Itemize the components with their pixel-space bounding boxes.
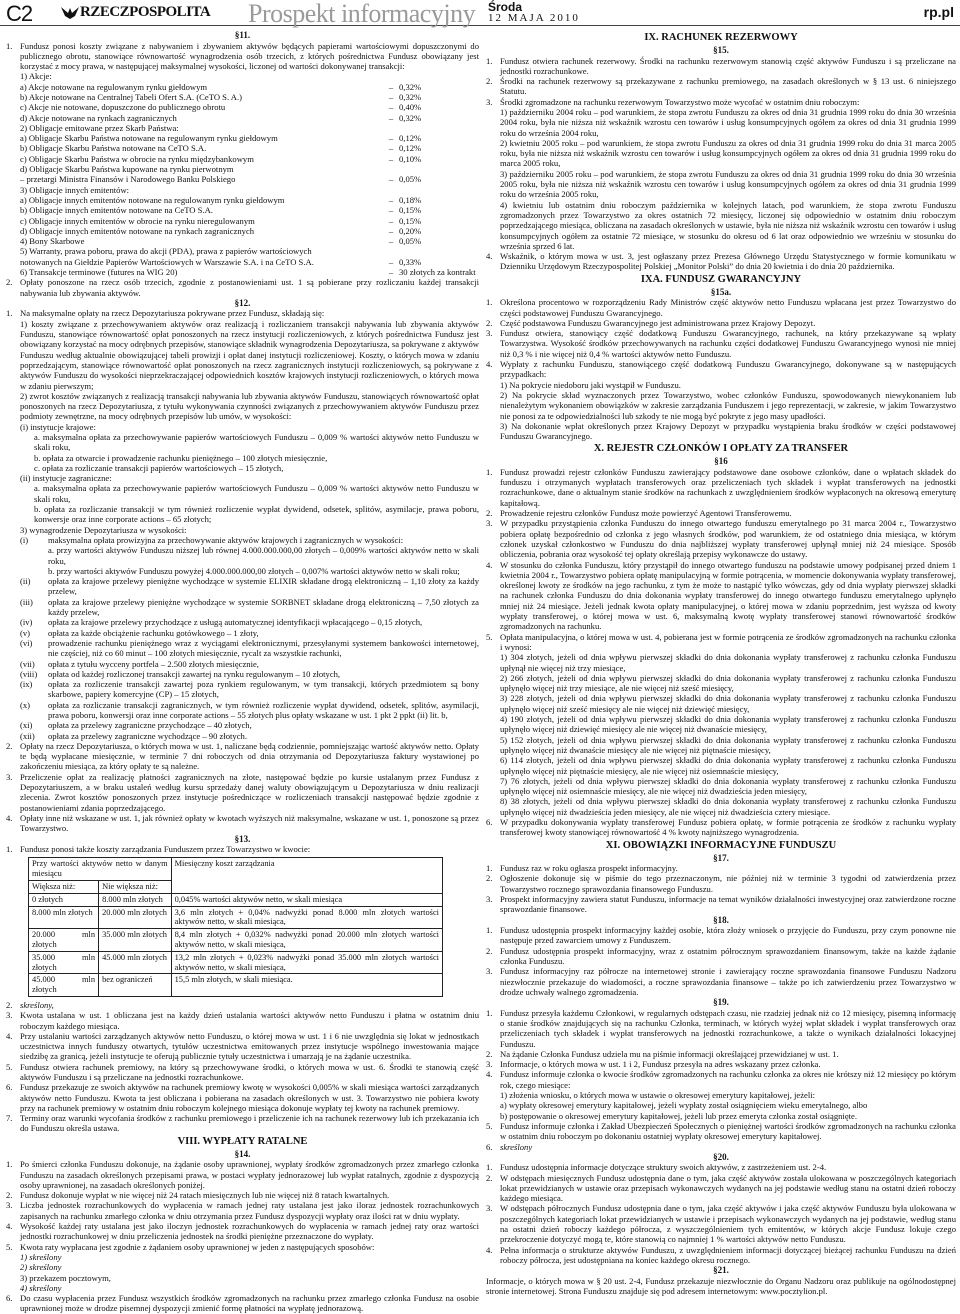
paragraph: 2. Ogłoszenie dokonuje się w piśmie do tego przeznaczonym, nie później niż w terminie 3 tygodni od zatwierdzenia przez Towarzystwo rocznego sprawozdania finansowego Funduszu. [486, 873, 956, 894]
paragraph: 2. Fundusz dokonuje wypłat w nie więcej niż 24 ratach miesięcznych lub nie więcej niż 8 ratach kwartalnych. [6, 1190, 390, 1201]
fee-row: b) Obligacje Skarbu Państwa notowane na CeTO S.A. – 0,12% [20, 143, 422, 154]
page-header [0, 0, 960, 26]
list-item: (v) opłata za każde obciążenie rachunku gotówkowego – 1 złoty, [20, 627, 259, 638]
list-item: (iv) opłata za krajowe przelewy przychodzące z usługą automatycznej identyfikacji wpłacającego – 0,15 złotych, [20, 617, 423, 628]
paragraph: 2. Na żądanie Członka Fundusz udziela mu na piśmie informacji określającej przewidzianej w ust. 1. [486, 1048, 839, 1059]
chapter-x-heading: X. REJESTR CZŁONKÓW I OPŁATY ZA TRANSFER [593, 443, 849, 455]
par-12: §12. [234, 297, 251, 308]
paragraph: Informacje, o których mowa w § 20 ust. 2-4, Fundusz przekazuje niezwłocznie do Organu Nadzoru oraz publikuje na ogólnodostępnej stronie internetowej. Strona Funduszu znajduje się pod adresem internetowym: www.pocztylion.pl. [486, 1275, 956, 1297]
paragraph: 4. Opłaty inne niż wskazane w ust. 1, jak również opłaty w kwotach wyższych niż maksymalne, wskazane w ust. 1, ponoszone są przez Towarzystwo. [6, 812, 479, 834]
fee-row: a) Akcje notowane na regulowanym rynku giełdowym – 0,32% [20, 81, 422, 92]
list-item: (viii) opłata od każdej rozliczonej transakcji zawartej na rynku regulowanym – 10 złotych, [20, 668, 341, 679]
fee-row: c) Obligacje Skarbu Państwa w obrocie na rynku międzybankowym – 0,10% [20, 153, 422, 164]
paragraph: 1. Fundusz ponosi także koszty zarządzania Funduszem przez Towarzystwo w kwocie: [6, 844, 311, 855]
chapter-xi-heading: XI. OBOWIĄZKI INFORMACYJNE FUNDUSZU [605, 839, 837, 851]
list-item: a. maksymalna opłata za przechowywanie papierów wartościowych Funduszu – 0,009 % wartości aktywów netto Funduszu w skali roku, [34, 431, 479, 453]
list-item: 3) wynagrodzenie Depozytariusza w wysokości: [20, 524, 187, 535]
paragraph: 5. Fundusz otwiera rachunek premiowy, na który są przechowywane środki, o których mowa w ust. 6. Środki te stanowią część aktywów Funduszu i są przeliczane na jednostki rozrachunkowe. [6, 1061, 479, 1082]
par-14: §14. [234, 1148, 251, 1159]
paragraph: 3. W odstępach półrocznych Fundusz udostępnia dane o tym, jaka część aktywów i jaka część aktywów Funduszu była ulokowana w poszczególnych kategoriach lokat przewidzianych w ustawie i przepisach wykonawczych wydanych na jej podstawie, według stanu na ostatni dzień roboczy każdego półrocza, z wyszczególnieniem tych emitentów, w których akcje Fundusz lokuje czego przekroczenie dotyczyć mogą te, które stanowią co najmniej 1 % wartości aktywów netto Funduszu. [486, 1203, 956, 1245]
page-number: C2 [6, 1, 33, 26]
fee-row: b) Obligacje innych emitentów notowane na CeTO S.A. – 0,15% [20, 205, 422, 216]
par-19: §19. [713, 997, 729, 1008]
list-item: 5) Warranty, prawa poboru, prawa do akcji (PDA), prawa z papierów wartościowych [20, 246, 312, 257]
paragraph: 1. Określona procentowo w rozporządzeniu Rady Ministrów część aktywów netto Funduszu wpłacana jest przez Towarzystwo do części podstawowej Funduszu Gwarancyjnego. [486, 297, 956, 318]
list-item: 5) 152 złotych, jeżeli od dnia wpływu pierwszej składki do dnia dokonania wypłaty transferowej z rachunku członka Funduszu upłynęło więcej niż dwanaście miesięcy ale nie więcej niż piętnaście miesięcy, [500, 734, 956, 755]
paragraph: 6. Do czasu wypłacenia przez Fundusz wszystkich środków zgromadzonych na rachunku przez zmarłego członka Fundusz na osobie uprawnionej może w drodze pisemnej dyspozycji zmienić formę płatności na wypłatę jednorazową. [6, 1293, 479, 1314]
par-16: §16 [714, 456, 728, 467]
list-item: 7) 76 złotych, jeżeli od dnia wpływu pierwszej składki do dnia dokonania wypłaty transferowej z rachunku członka Funduszu upłynęło więcej niż osiemnaście miesięcy, ale nie więcej niż dwadzieścia jeden miesięcy, [500, 775, 956, 797]
list-item: (ii) instytucje zagraniczne: [20, 473, 112, 484]
list-item: 8) 38 złotych, jeżeli od dnia wpływu pierwszej składki do dnia dokonania wypłaty transferowej z rachunku członka Funduszu upłynęło więcej niż dwadzieścia jeden miesięcy, ale nie więcej niż dwadzieścia cztery miesiące. [500, 796, 956, 817]
list-item: (vii) opłata z tytułu wycceny portfela – 2.500 złotych miesięcznie, [20, 658, 259, 669]
right-column [486, 30, 956, 1296]
list-item: (xi) opłata za przelewy zagraniczne przychodzące – 40 złotych, [20, 720, 252, 731]
paragraph: 3. Fundusz informacyjny raz półrocze na internetowej stronie i zawierający roczne sprawozdania finansowe Funduszu Nadzoru niezwłocznie przekazuje do wiadomości, a roczne sprawozdania finansowe – także po ich zatwierdzeniu przez Towarzystwo w drodze uchwały walnego zgromadzenia. [486, 966, 956, 997]
paragraph: 4. Fundusz informuje członka o kwocie środków zgromadzonych na rachunku członka za okres nie krótszy niż 12 miesięcy po którym rok, czego miesiące: [486, 1069, 956, 1090]
par-11: §11. [234, 30, 251, 40]
par-18: §18. [713, 914, 729, 925]
paragraph: 3. Środki zgromadzone na rachunku rezerwowym Towarzystwo może wycofać w ostatnim dniu roboczym: [486, 96, 860, 107]
list-item: 3) 228 złotych, jeżeli od dnia wpływu pierwszej składki do dnia dokonania wypłaty transferowej z rachunku członka Funduszu upłynęło więcej niż sześć miesięcy ale nie więcej niż dziewięć miesięcy, [500, 693, 956, 714]
table-header: Nie większa niż: [99, 880, 172, 893]
par-13: §13. [234, 833, 251, 844]
fee-row: a) Obligacje innych emitentów notowane na regulowanym rynku giełdowym – 0,18% [20, 194, 422, 205]
list-item: 2) Obligacje emitowane przez Skarb Państwa: [20, 122, 179, 133]
list-item: 2) 266 złotych, jeżeli od dnia wpływu pierwszej składki do dnia dokonania wypłaty transferowej z rachunku członka Funduszu upłynęło więcej niż trzy miesiące, ale nie więcej niż sześć miesięcy, [500, 672, 956, 694]
fee-row: d) Akcje notowane na rynkach zagranicznych – 0,32% [20, 112, 422, 123]
list-item: 2) Na pokrycie skład wyznaczonych przez Towarzystwo, wobec członków Funduszu, spowodowanych niewykonaniem lub nienależytym wykonaniem obowiązków w zakresie zarządzania Funduszem i jego reprezentacji, w zakresie, w jakim Towarzystwo nie ponosi za te odpowiedzialności lub szkody te nie mogą być pokryte z jego masy upadłości. [500, 389, 956, 421]
list-item: (vi) prowadzenie rachunku pieniężnego wraz z wyciągami elektronicznymi, przesyłanymi systemem bankowości internetowej, nie częściej, niż co 60 minut – 100 złotych miesięcznie, rycalt za wszystkie rachunki, [20, 637, 479, 659]
paragraph: 1. Fundusz raz w roku ogłasza prospekt informacyjny. [486, 863, 678, 874]
paragraph: 4. Wypłaty z rachunku Funduszu, stanowiącego część dodatkową Funduszu Gwarancyjnego, dokonywane są w następujących przypadkach: [486, 359, 956, 380]
list-item: (ii) opłata za krajowe przelewy pieniężne wychodzące w systemie ELIXIR składane drogą elektroniczną – 1,10 złoty za każdy przelew, [20, 576, 479, 597]
list-item: a. przy wartości aktywów Funduszu niższej lub równej 4.000.000.000,00 złotych – 0,009% wartości aktywów netto w skali roku, [48, 545, 479, 566]
table-header: Miesięczny koszt zarządzania [171, 858, 442, 893]
list-item: (xii) opłata za przelewy zagraniczne wychodzące – 90 złotych. [20, 730, 247, 741]
paragraph: 4. Wysokość każdej raty ustalana jest jako iloczyn jednostek rozrachunkowych do wypłacenia w ramach jednej raty oraz wartości jednostki rozrachunkowej w dniu przeliczenia jednostek na środki pieniężne przeznaczone do wypłaty. [6, 1221, 479, 1242]
issue-day: Środa [488, 0, 523, 14]
list-item: 2) skreślony [20, 1262, 62, 1273]
list-item: 1) Akcje: [20, 71, 52, 82]
table-row: 20.000 mln złotych 35.000 mln złotych 8,4 mln złotych + 0,032% nadwyżki ponad 20.000 mln złotych wartości aktywów netto, w skali miesiąca, [29, 929, 443, 952]
list-item: a) wypłaty okresowej emerytury kapitałowej, jeżeli wypłaty został osiągnięciem wieku emerytalnego, albo [500, 1100, 868, 1111]
fee-row: – przetargi Ministra Finansów i Narodowego Banku Polskiego – 0,05% [20, 174, 422, 185]
paragraph: 3. Prospekt informacyjny zawiera statut Funduszu, informacje na temat wyników działalności inwestycyjnej oraz zatwierdzone roczne sprawozdanie finansowe. [486, 893, 956, 915]
paragraph: 1. Fundusz ponosi koszty związane z nabywaniem i zbywaniem aktywów będących papierami wartościowymi dopuszczonymi do publicznego obrotu, stanowiące równowartość wynagrodzenia osób trzecich, z których pośrednictwa Fundusz obowiązany jest korzystać z mocy prawa, w następującej maksymalnej wysokości, liczonej od wartości dokonywanej transakcji: [6, 40, 479, 72]
list-item: 3) październiku 2005 roku – pod warunkiem, że stopa zwrotu Funduszu za okres od dnia 31 grudnia 1999 roku do dnia 30 września 2005 roku, była nie niższa niż wskaźnik wzrostu cen towarów i usług konsumpcyjnych ogółem za okres od dnia 31 grudnia 1999 roku do września 2005 roku, [500, 168, 956, 200]
list-item: 4) 190 złotych, jeżeli od dnia wpływu pierwszej składki do dnia dokonania wypłaty transferowej z rachunku członka Funduszu upłynęło więcej niż dziewięć miesięcy ale nie więcej niż dwanaście miesięcy, [500, 714, 956, 735]
paragraph: 4. Wskaźnik, o którym mowa w ust. 3, jest ogłaszany przez Prezesa Głównego Urzędu Statystycznego w formie komunikatu w Dzienniku Urzędowym Rzeczypospolitej Polskiej „Monitor Polski” do dnia 20 kwietnia i do dnia 20 października. [486, 251, 956, 272]
chapter-ix-heading: IX. RACHUNEK REZERWOWY [644, 32, 798, 43]
paragraph: 2. skreślony, [6, 999, 54, 1010]
list-item: 1) październiku 2004 roku – pod warunkiem, że stopa zwrotu Funduszu za okres od dnia 31 grudnia 1999 roku do dnia 30 września 2004 roku, była nie niższa niż wskaźnik wzrostu cen towarów i usług konsumpcyjnych ogółem za okres od dnia 31 grudnia 1999 roku do września 2004 roku, [500, 106, 956, 138]
list-item: (iii) opłata za krajowe przelewy pieniężne wychodzące w systemie SORBNET składane drogą elektroniczną – 7,50 złotych za każdy przelew, [20, 596, 479, 618]
paragraph: 7. Terminy oraz warunki wycofania środków z rachunku premiowego i przeliczenie ich na rachunek rezerwowy lub ich przekazania ich do Funduszu określa ustawa. [6, 1113, 479, 1134]
paragraph: 4. Przy ustalaniu wartości zarządzanych aktywów netto Funduszu, o której mowa w ust. 1 i 6 nie uwzględnia się lokat w jednostkach uczestnictwa innych funduszy otwartych, tytułów uczestnictwa emitowanych przez instytucje wspólnego inwestowania mające siedzibę za granicą, jeżeli instytucje te oferują publicznie tytuły uczestnictwa i umarzają je na żądanie uczestnika. [6, 1030, 479, 1062]
list-item: 4) kwietniu lub ostatnim dniu roboczym października w kolejnych latach, pod warunkiem, że stopa zwrotu Funduszu zgromadzonych przez Towarzystwo za okres ostatnich 72 miesięcy, liczonej się odpowiednio w ostatnim dniu roboczym poprzedzającego miesiąca, obliczana na zasadach określonych w ustawie, była nie niższa niż wskaźnik wzrostu cen towarów i usług konsumpcyjnych ogółem za ostatnie 72 miesiące, w stosunku do okresu od 6 lat oraz odpowiednio we wrześniu w stosunku do września sprzed 6 lat. [500, 199, 956, 251]
par-21: §21. [713, 1265, 729, 1276]
paragraph: 1. Fundusz udostępnia prospekt informacyjny każdej osobie, która złoży wniosek o przyjęcie do Funduszu, przy czym ponowne nie następuje przed zawarciem umowy z Funduszem. [486, 925, 956, 946]
fee-row: notowanych na Giełdzie Papierów Wartościowych w Warszawie S.A. i na CeTO S.A. – 0,33% [20, 256, 422, 267]
paragraph: 1. Fundusz otwiera rachunek rezerwowy. Środki na rachunku rezerwowym stanowią część aktywów Funduszu i są przeliczane na jednostki rozrachunkowe. [486, 55, 956, 76]
paragraph: 5. Kwota raty wypłacana jest zgodnie z żądaniem osoby uprawnionej w jeden z następujących sposobów: [6, 1241, 375, 1252]
paragraph: 5. Opłata manipulacyjna, o której mowa w ust. 4, pobierana jest w formie potrącenia ze środków zgromadzonych na rachunku członka i wynosi: [486, 631, 956, 652]
paragraph: 2. Prowadzenie rejestru członków Fundusz może powierzyć Agentowi Transferowemu. [486, 508, 792, 519]
list-item: 3) przekazem pocztowym, [20, 1272, 111, 1283]
eagle-logo-icon [60, 4, 80, 20]
table-row: 45.000 mln złotych bez ograniczeń 15,5 mln złotych, w skali miesiąca. [29, 974, 443, 997]
paragraph: 2. Fundusz udostępnia prospekt informacyjny, wraz z ostatnim półrocznym sprawozdaniem finansowym, także na każde żądanie członka Funduszu. [486, 945, 956, 966]
list-item: 6) 114 złotych, jeżeli od dnia wpływu pierwszej składki do dnia dokonania wypłaty transferowej z rachunku członka Funduszu upłynęło więcej niż piętnaście miesięcy, ale nie więcej niż osiemnaście miesięcy, [500, 755, 956, 776]
fee-row: b) Akcje notowane na Centralnej Tabeli Ofert S.A. (CeTO S. A.) – 0,32% [20, 91, 422, 102]
list-item: (ix) opłata za rozliczenie transakcji zawartej poza rynkiem regulowanym, w tym transakcji, których przedmiotem są bony skarbowe, papiery komercyjne (CP) – 15 złotych, [20, 679, 479, 700]
paragraph: 3. Przeliczenie opłat za realizację płatności zagranicznych na złote, następować będzie po kursie ustalanym przez Fundusz z Depozytariuszem, a w braku ustaleń według kursu sprzedaży danej waluty obowiązującym u Depozytariusza w dniu realizacji zlecenia. Zwrot kosztów ponoszonych przez instytucje pośredniczące w rozliczeniach transakcji następować będzie zgodnie z postanowieniami zdania poprzedzającego. [6, 771, 479, 813]
chapter-ixa-heading: IXA. FUNDUSZ GWARANCYJNY [640, 273, 802, 285]
site-link[interactable]: rp.pl [923, 4, 954, 20]
paragraph: 3. Fundusz otwiera, stanowiący część dodatkową Funduszu Gwarancyjnego, rachunek, na który przekazywane są wpłaty Towarzystwa. Wysokość środków przechowywanych na rachunku części dodatkowej Funduszu Gwarancyjnego wynosi nie mniej niż 0,3 % i nie więcej niż 0,4 % wartości aktywów netto Funduszu. [486, 328, 956, 359]
chapter-viii-heading: VIII. WYPŁATY RATALNE [177, 1135, 308, 1147]
paragraph: 6. W przypadku dokonywania wypłaty transferowej Fundusz pobiera opłatę, w formie potrącenia ze środków z rachunku wypłaty transferowej kwoty stanowiącej równowartość 4 % kwoty najniższego wynagrodzenia. [486, 816, 956, 838]
list-item: 1) złożenia wniosku, o których mowa w ustawie o okresowej emerytury kapitałowej, jeżeli: [500, 1090, 816, 1101]
list-item: b) postępowanie o okresowej emerytury kapitałowej, jeżeli lub przez emeryta członka został osiągnięte. [500, 1110, 857, 1121]
list-item: 4) skreślony [20, 1282, 62, 1293]
paragraph: 2. Opłaty na rzecz Depozytariusza, o których mowa w ust. 1, naliczane będą codziennie, pomniejszając wartość aktywów netto. Opłaty te będą wypłacane miesięcznie, w terminie 7 dni roboczych od dnia otrzymania od Depozytariusza faktury wystawionej po zakończeniu miesiąca, za który opłaty te są należne. [6, 740, 479, 772]
list-item: 3) Obligacje innych emitentów: [20, 184, 130, 195]
paragraph: 1. Fundusz prowadzi rejestr członków Funduszu zawierający podstawowe dane osobowe członków, dane o wpłatach składek do funduszu i otrzymanych wypłatach transferowych oraz przeliczeniach tych składek i wypłat transferowych na jednostki rozrachunkowe, dane o aktualnym stanie środków na rachunkach z uwzględnieniem środków wypłaconych na okresową emeryturę kapitałową. [486, 466, 956, 508]
section-title: Prospekt informacyjny [248, 0, 476, 28]
issue-date: 12 MAJA 2010 [488, 12, 580, 24]
paragraph: 4. W stosunku do członka Funduszu, który przystąpił do innego otwartego funduszu na podstawie umowy podpisanej przed dniem 1 kwietnia 2004 r., Towarzystwo pobiera opłatę manipulacyjną w formie potrącenia, w momencie dokonywania wypłaty transferowej, określonej kwoty ze środków na jego rachunku, z tym że może to nastąpić tylko wówczas, gdy od dnia wypłaty pierwszej składki na rachunek członka Funduszu do dnia dokonania wypłaty transferowej do innego otwartego funduszu emerytalnego upłynęło mniej niż 24 miesiące. Jeżeli jednak kwota opłaty manipulacyjnej, o której mowa w zdaniu poprzednim, jest wyższa od kwoty wypłaty transferowej, o której mowa w ust. 6, maksymalną kwotę wypłaty transferowej stanowi równowartość środków zgromadzonych na rachunku. [486, 559, 956, 632]
paragraph: 2. Opłaty ponoszone na rzecz osób trzecich, zgodnie z postanowieniami ust. 1 są pobierane przy rozliczaniu każdej transakcji nabywania lub zbywania aktywów. [6, 277, 479, 298]
fee-row: a) Obligacje Skarbu Państwa notowane na regulowanym rynku giełdowym – 0,12% [20, 133, 422, 144]
paragraph: 1. Na maksymalne opłaty na rzecz Depozytariusza pokrywane przez Fundusz, składają się: [6, 308, 325, 319]
table-row: 35.000 mln złotych 45.000 mln złotych 13,2 mln złotych + 0,023% nadwyżki ponad 35.000 mln złotych wartości aktywów netto, w skali miesiąca, [29, 951, 443, 974]
paragraph: 3. Informacje, o których mowa w ust. 1 i 2, Fundusz przesyła na adres wskazany przez członka. [486, 1059, 821, 1070]
table-row: 8.000 mln złotych 20.000 mln złotych 3,6 mln złotych + 0,04% nadwyżki ponad 8.000 mln złotych wartości aktywów netto, w skali miesiąca, [29, 906, 443, 929]
fee-row: d) Obligacje innych emitentów notowane na rynkach zagranicznych – 0,20% [20, 225, 422, 236]
management-fee-table [28, 857, 443, 997]
par-17: §17. [713, 852, 729, 863]
paragraph: 6. skreślony [486, 1141, 533, 1152]
list-item: c. opłata za rozliczanie transakcji papierów wartościowych – 15 złotych, [34, 462, 284, 473]
list-item: (i) maksymalna opłata prowizyjna za przechowywanie aktywów krajowych i zagranicznych w wysokości: [20, 534, 404, 545]
list-item: a. maksymalna opłata za przechowywanie papierów wartościowych Funduszu – 0,009 % wartości aktywów netto Funduszu w skali roku, [34, 483, 479, 504]
par-20: §20. [713, 1151, 729, 1162]
paragraph: 3. Liczba jednostek rozrachunkowych do wypłacenia w ramach jednej raty ustalana jest jako iloraz jednostek rozrachunkowych zapisanych na rachunku zmarłego członka w dniu otrzymania przez Fundusz dyspozycji wypłaty oraz ilości rat w dniu wypłaty. [6, 1200, 479, 1221]
fee-row: 6) Transakcje terminowe (futures na WIG 20) – 30 złotych za kontrakt [20, 267, 476, 278]
paragraph: 3. Kwota ustalana w ust. 1 obliczana jest na każdy dzień ustalania wartości aktywów netto Funduszu i płatna w ostatnim dniu roboczym każdego miesiąca. [6, 1010, 479, 1031]
list-item: b. opłata za rozliczanie transakcji w tym również rozliczenie wypłat dywidend, odsetek, splitów, asymilacje, prawa poboru, konwersje oraz inne corporate actions – 65 złotych; [34, 504, 479, 525]
list-item: 2) kwietniu 2005 roku – pod warunkiem, że stopa zwrotu Funduszu za okres od dnia 31 grudnia 1999 roku do dnia 31 marca 2005 roku, była nie niższa niż wskaźnik wzrostu cen towarów i usług konsumpcyjnych ogółem za okres od dnia 31 grudnia 1999 roku do marca 2005 roku, [500, 137, 956, 169]
list-item: 3) Na dokonanie wpłat określonych przez Krajowy Depozyt w przypadku wystąpienia braku środków w części podstawowej Funduszu Gwarancyjnego. [500, 420, 956, 442]
left-column [6, 30, 479, 1314]
paragraph: 4. Pełna informacja o strukturze aktywów Funduszu, z uwzględnieniem informacji dotyczącej bieżącej rachunku Funduszu na dzień roboczy półrocza, jest udostępniana na koniec każdego okresu rocznego. [486, 1244, 956, 1265]
paragraph: 1. Fundusz przesyła każdemu Członkowi, w regularnych odstępach czasu, nie rzadziej jednak niż co 12 miesięcy, pisemną informację o stanie środków znajdujących się na rachunku Członka, terminach, w których wyżej wpłat składek i wypłat transferowych oraz przeliczeniach tych składek i wypłat transferowych na jednostki rozrachunkowe, a także o wynikach działalności lokacyjnej Funduszu. [486, 1007, 956, 1049]
par-15: §15. [713, 45, 729, 55]
paragraph: 1. Fundusz udostępnia informacje dotyczące struktury swoich aktywów, z zastrzeżeniem ust. 2-4. [486, 1162, 827, 1173]
list-item: (i) instytucje krajowe: [20, 421, 96, 432]
list-item: (x) opłata za rozliczanie transakcji zagranicznych, w tym również rozliczenie wypłat dywidend, odsetek, splitów, asymilacji, prawa poboru, konwersji oraz inne corporate actions – 55 złotych plus opłaty wskazane w ust. 1 pkt 2 ppkt (ii) lit. b, [20, 699, 479, 720]
fee-row: c) Obligacje innych emitentów w obrocie na rynku nieregulowanym – 0,15% [20, 215, 422, 226]
paragraph: 1. Po śmierci członka Funduszu dokonuje, na żądanie osoby uprawnionej, wypłaty środków zgromadzonych przez zmarłego członka Funduszu na zasadach określonych przepisami prawa, w postaci wypłaty jednorazowej lub wypłat ratalnych, zgodnie z dyspozycją osoby uprawnionej, na zasadach określonych poniżej. [6, 1159, 479, 1190]
list-item: 1) Na pokrycie niedoboru jaki wystąpił w Funduszu. [500, 379, 681, 390]
list-item: 1) 304 złotych, jeżeli od dnia wpływu pierwszej składki do dnia dokonania wypłaty transferowej z rachunku członka Funduszu upłynął nie więcej niż trzy miesiące, [500, 652, 956, 673]
paragraph: 2. Część podstawowa Funduszu Gwarancyjnego jest administrowana przez Krajowy Depozyt. [486, 317, 816, 328]
par-15a: §15a. [710, 286, 732, 297]
newspaper-brand: RZECZPOSPOLITA [80, 4, 211, 20]
table-row: 0 złotych 8.000 mln złotych 0,045% wartości aktywów netto, w skali miesiąca [29, 893, 443, 906]
paragraph: 6. Fundusz przekazuje ze swoich aktywów na rachunek premiowy kwotę w wysokości 0,005% w skali miesiąca wartości zarządzanych aktywów netto Funduszu. Kwota ta jest obliczana i pobierana na zasadach określonych w ust. 3. Towarzystwo nie pobiera kwoty przy na rachunek premiowy w ostatnim dniu roboczym kolejnego miesiąca dokonuje wypłaty tej kwoty na rachunek premiowy. [6, 1082, 479, 1113]
paragraph: 3. W przypadku przystąpienia członka Funduszu do innego otwartego funduszu emerytalnego po 31 marca 2004 r., Towarzystwo pobiera opłatę bezpośrednio od członka z jego własnych środków, pod warunkiem, że od ostatniego dnia miesiąca, w którym członek uzyskał członkostwo w Funduszu do dnia najbliższej wypłaty transferowej upłynął mniej niż 24 miesiące. Sposób obliczenia, pobrania oraz wysokość tej opłaty określają przepisy wykonawcze do ustawy. [486, 518, 956, 560]
paragraph: 2. W odstępach miesięcznych Fundusz udostępnia dane o tym, jaka część aktywów została ulokowana w poszczególnych kategoriach lokat przewidzianych w ustawie oraz przepisach wykonawczych wydanych na jej podstawie według stanu na ostatni dzień roboczy każdego miesiąca. [486, 1172, 956, 1204]
fee-row: c) Akcje nie notowane, dopuszczone do publicznego obrotu – 0,40% [20, 102, 422, 113]
list-item: b. przy wartości aktywów Funduszu powyżej 4.000.000.000,00 złotych – 0,007% wartości aktywów netto w skali roku; [48, 565, 460, 576]
list-item: 2) zwrot kosztów związanych z realizacją transakcji nabywania lub zbywania aktywów Funduszu, stanowiących równowartość opłat ponoszonych na rzecz Depozytariusza, z tytułu wykonywania czynności związanych z przechowywaniem aktywów Funduszu przez podmioty zewnętrzne, na mocy odrębnych przepisów lub umów, w wysokości: [20, 390, 479, 422]
fee-row: 4) Bony Skarbowe – 0,05% [20, 236, 422, 247]
list-item: b. opłata za otwarcie i prowadzenie rachunku pieniężnego – 100 złotych miesięcznie, [34, 452, 328, 463]
table-header: Większa niż: [29, 880, 99, 893]
table-header: Przy wartości aktywów netto w danym miesiącu [29, 858, 172, 881]
list-item: 1) skreślony [20, 1251, 62, 1262]
list-item: d) Obligacje Skarbu Państwa kupowane na rynku pierwotnym [20, 164, 234, 175]
paragraph: 2. Środki na rachunek rezerwowy są przekazywane z rachunku premiowego, na zasadach określonych w § 13 ust. 6 niniejszego Statutu. [486, 76, 956, 97]
paragraph: 5. Fundusz informuje członka i Zakład Ubezpieczeń Społecznych o pieniężnej wartości środków zgromadzonych na rachunku członka w ostatnim dniu roboczym po dokonaniu ostatniej wypłaty okresowej emerytury kapitałowej. [486, 1120, 956, 1142]
list-item: 1) koszty związane z przechowywaniem aktywów oraz realizacją i rozliczaniem transakcji nabywania lub zbywania aktywów Funduszu, stanowiące równowartość opłat ponoszonych na rzecz instytucji rozliczeniowych, z których pośrednictwa Fundusz jest obowiązany korzystać na mocy odrębnych przepisów, stanowiące składnik wynagrodzenia Depozytariusza, sa pokrywane z aktywów Funduszu według aktualnie obowiązującej tabeli prowizji i opłat danej instytucji rozliczeniowej. Koszty, o których mowa w zdaniu poprzedzającym, stanowiące równowartość opłat ponoszonych na rzecz zagranicznych instytucji rozliczeniowych, są pokrywane z aktywów Funduszu do wysokości nieprzekraczającej odpowiednich kosztów krajowych instytucji rozliczeniowych, o których mowa w zdaniu pierwszym; [20, 318, 479, 391]
